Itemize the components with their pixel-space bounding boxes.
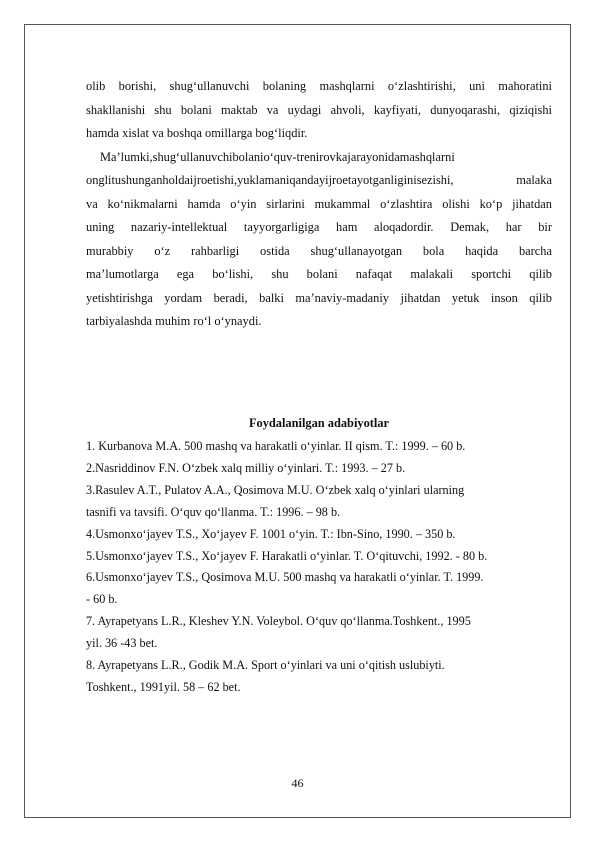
body-line-7: uning nazariy-intellektual tayyorgarligiga ham aloqadordir. Demak, har bir: [86, 220, 552, 234]
reference-line: 4.Usmonxo‘jayev T.S., Xo‘jayev F. 1001 o‘yin. T.: Ibn-Sino, 1990. – 350 b.: [86, 526, 456, 541]
references-list: [86, 436, 556, 699]
reference-line: - 60 b.: [86, 592, 118, 607]
body-line-10: yetishtirishga yordam beradi, balki ma’naviy-madaniy jihatdan yetuk inson qilib: [86, 290, 552, 305]
body-line-4: Ma’lumki,shug‘ullanuvchibolanio‘quv-trenirovkajarayonidamashqlarni: [100, 149, 455, 164]
body-line-8: murabbiy o‘z rahbarligi ostida shug‘ullanayotgan bola haqida barcha: [86, 243, 552, 258]
reference-line: tasnifi va tavsifi. O‘quv qo‘llanma. T.: 1996. – 98 b.: [86, 504, 341, 519]
body-line-11: tarbiyalashda muhim ro‘l o‘ynaydi.: [86, 314, 262, 328]
reference-line: 2.Nasriddinov F.N. O‘zbek xalq milliy o‘yinlari. T.: 1993. – 27 b.: [86, 460, 406, 475]
reference-line: 8. Ayrapetyans L.R., Godik M.A. Sport o‘yinlari va uni o‘qitish uslubiyti.: [86, 658, 445, 673]
reference-line: 5.Usmonxo‘jayev T.S., Xo‘jayev F. Harakatli o‘yinlar. T. O‘qituvchi, 1992. - 80 b.: [86, 548, 488, 563]
reference-line: 1. Kurbanova M.A. 500 mashq va harakatli o‘yinlar. II qism. T.: 1999. – 60 b.: [86, 439, 466, 453]
reference-line: 3.Rasulev A.T., Pulatov A.A., Qosimova M.U. O‘zbek xalq o‘yinlari ularning: [86, 482, 465, 497]
reference-line: 7. Ayrapetyans L.R., Kleshev Y.N. Voleybol. O‘quv qo‘llanma.Toshkent., 1995: [86, 614, 471, 629]
references-title: Foydalanilgan adabiyotlar: [248, 416, 390, 430]
body-line-5: onglitushunganholdaijroetishi,yuklamaniqandayijroetayotganliginisezishi, malaka: [86, 173, 552, 187]
body-line-2: shakllanishi shu bolani maktab va uydagi ahvoli, kayfiyati, dunyoqarashi, qiziqishi: [86, 102, 552, 117]
body-line-3: hamda xislat va boshqa omillarga bog‘liqdir.: [86, 126, 308, 140]
body-line-9: ma’lumotlarga ega bo‘lishi, shu bolani nafaqat malakali sportchi qilib: [86, 267, 552, 281]
body-line-1: olib borishi, shug‘ullanuvchi bolaning mashqlarni o‘zlashtirishi, uni mahoratini: [86, 79, 552, 93]
reference-line: Toshkent., 1991yil. 58 – 62 bet.: [86, 679, 241, 694]
reference-line: yil. 36 -43 bet.: [86, 636, 158, 651]
page-number: 46: [291, 776, 304, 790]
reference-line: 6.Usmonxo‘jayev T.S., Qosimova M.U. 500 mashq va harakatli o‘yinlar. T. 1999.: [86, 570, 484, 585]
body-line-6: va ko‘nikmalarni hamda o‘yin sirlarini mukammal o‘zlashtira olishi ko‘p jihatdan: [86, 196, 552, 211]
body-text: [86, 75, 552, 334]
